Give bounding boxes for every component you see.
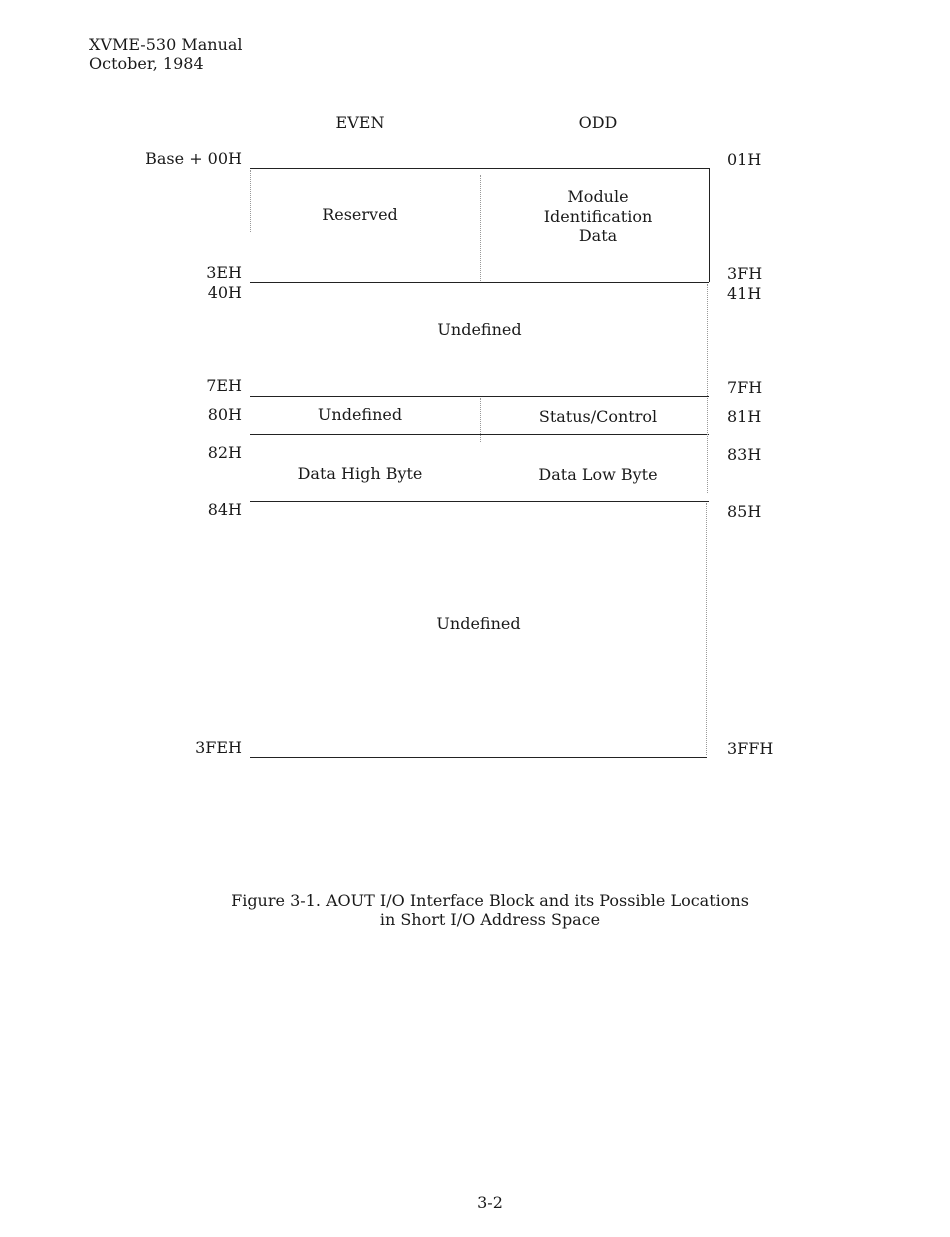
odd-column-header: ODD	[578, 113, 618, 132]
undefined-block-40h-label: Undefined	[437, 320, 522, 339]
address-7eh: 7EH	[206, 376, 242, 395]
address-80h: 80H	[207, 405, 242, 424]
address-7fh: 7FH	[727, 378, 763, 397]
reserved-block-label: Reserved	[322, 205, 398, 224]
data-low-byte-label: Data Low Byte	[538, 465, 658, 484]
page-number: 3-2	[477, 1193, 503, 1212]
figure-caption-line-2: in Short I/O Address Space	[379, 910, 601, 929]
module-id-line-2: Identification	[543, 206, 653, 226]
divider-id-block	[480, 175, 481, 281]
address-85h: 85H	[727, 502, 762, 521]
module-id-block-label	[490, 187, 706, 246]
right-border-undefined-block	[707, 284, 708, 396]
status-control-label: Status/Control	[538, 407, 658, 426]
right-border-data-block	[707, 398, 708, 493]
address-3eh: 3EH	[206, 263, 242, 282]
even-column-header: EVEN	[335, 113, 385, 132]
address-base-00h: Base + 00H	[145, 149, 242, 168]
address-82h: 82H	[207, 443, 242, 462]
module-id-line-3: Data	[578, 226, 618, 245]
address-81h: 81H	[727, 407, 762, 426]
address-3feh: 3FEH	[195, 738, 242, 757]
manual-title: XVME-530 Manual	[89, 35, 243, 54]
data-high-byte-label: Data High Byte	[297, 464, 423, 483]
figure-caption	[150, 891, 830, 929]
address-83h: 83H	[727, 445, 762, 464]
address-40h: 40H	[207, 283, 242, 302]
address-84h: 84H	[207, 500, 242, 519]
divider-status-block	[480, 398, 481, 442]
undefined-even-80h-label: Undefined	[317, 405, 403, 424]
module-id-line-1: Module	[567, 187, 629, 206]
boundary-line-00h	[250, 168, 709, 169]
boundary-line-7eh	[250, 396, 709, 397]
document-header	[89, 35, 243, 73]
boundary-line-3feh	[250, 757, 707, 758]
manual-date: October, 1984	[89, 54, 204, 73]
boundary-line-84h	[250, 501, 709, 502]
address-41h: 41H	[727, 284, 762, 303]
address-01h: 01H	[727, 150, 762, 169]
boundary-line-3eh	[250, 282, 709, 283]
undefined-block-84h-label: Undefined	[436, 614, 521, 633]
right-border-id-block	[709, 168, 710, 282]
figure-caption-line-1: Figure 3-1. AOUT I/O Interface Block and its Possible Locations	[231, 891, 749, 910]
address-3fh: 3FH	[727, 264, 763, 283]
address-3ffh: 3FFH	[727, 739, 774, 758]
